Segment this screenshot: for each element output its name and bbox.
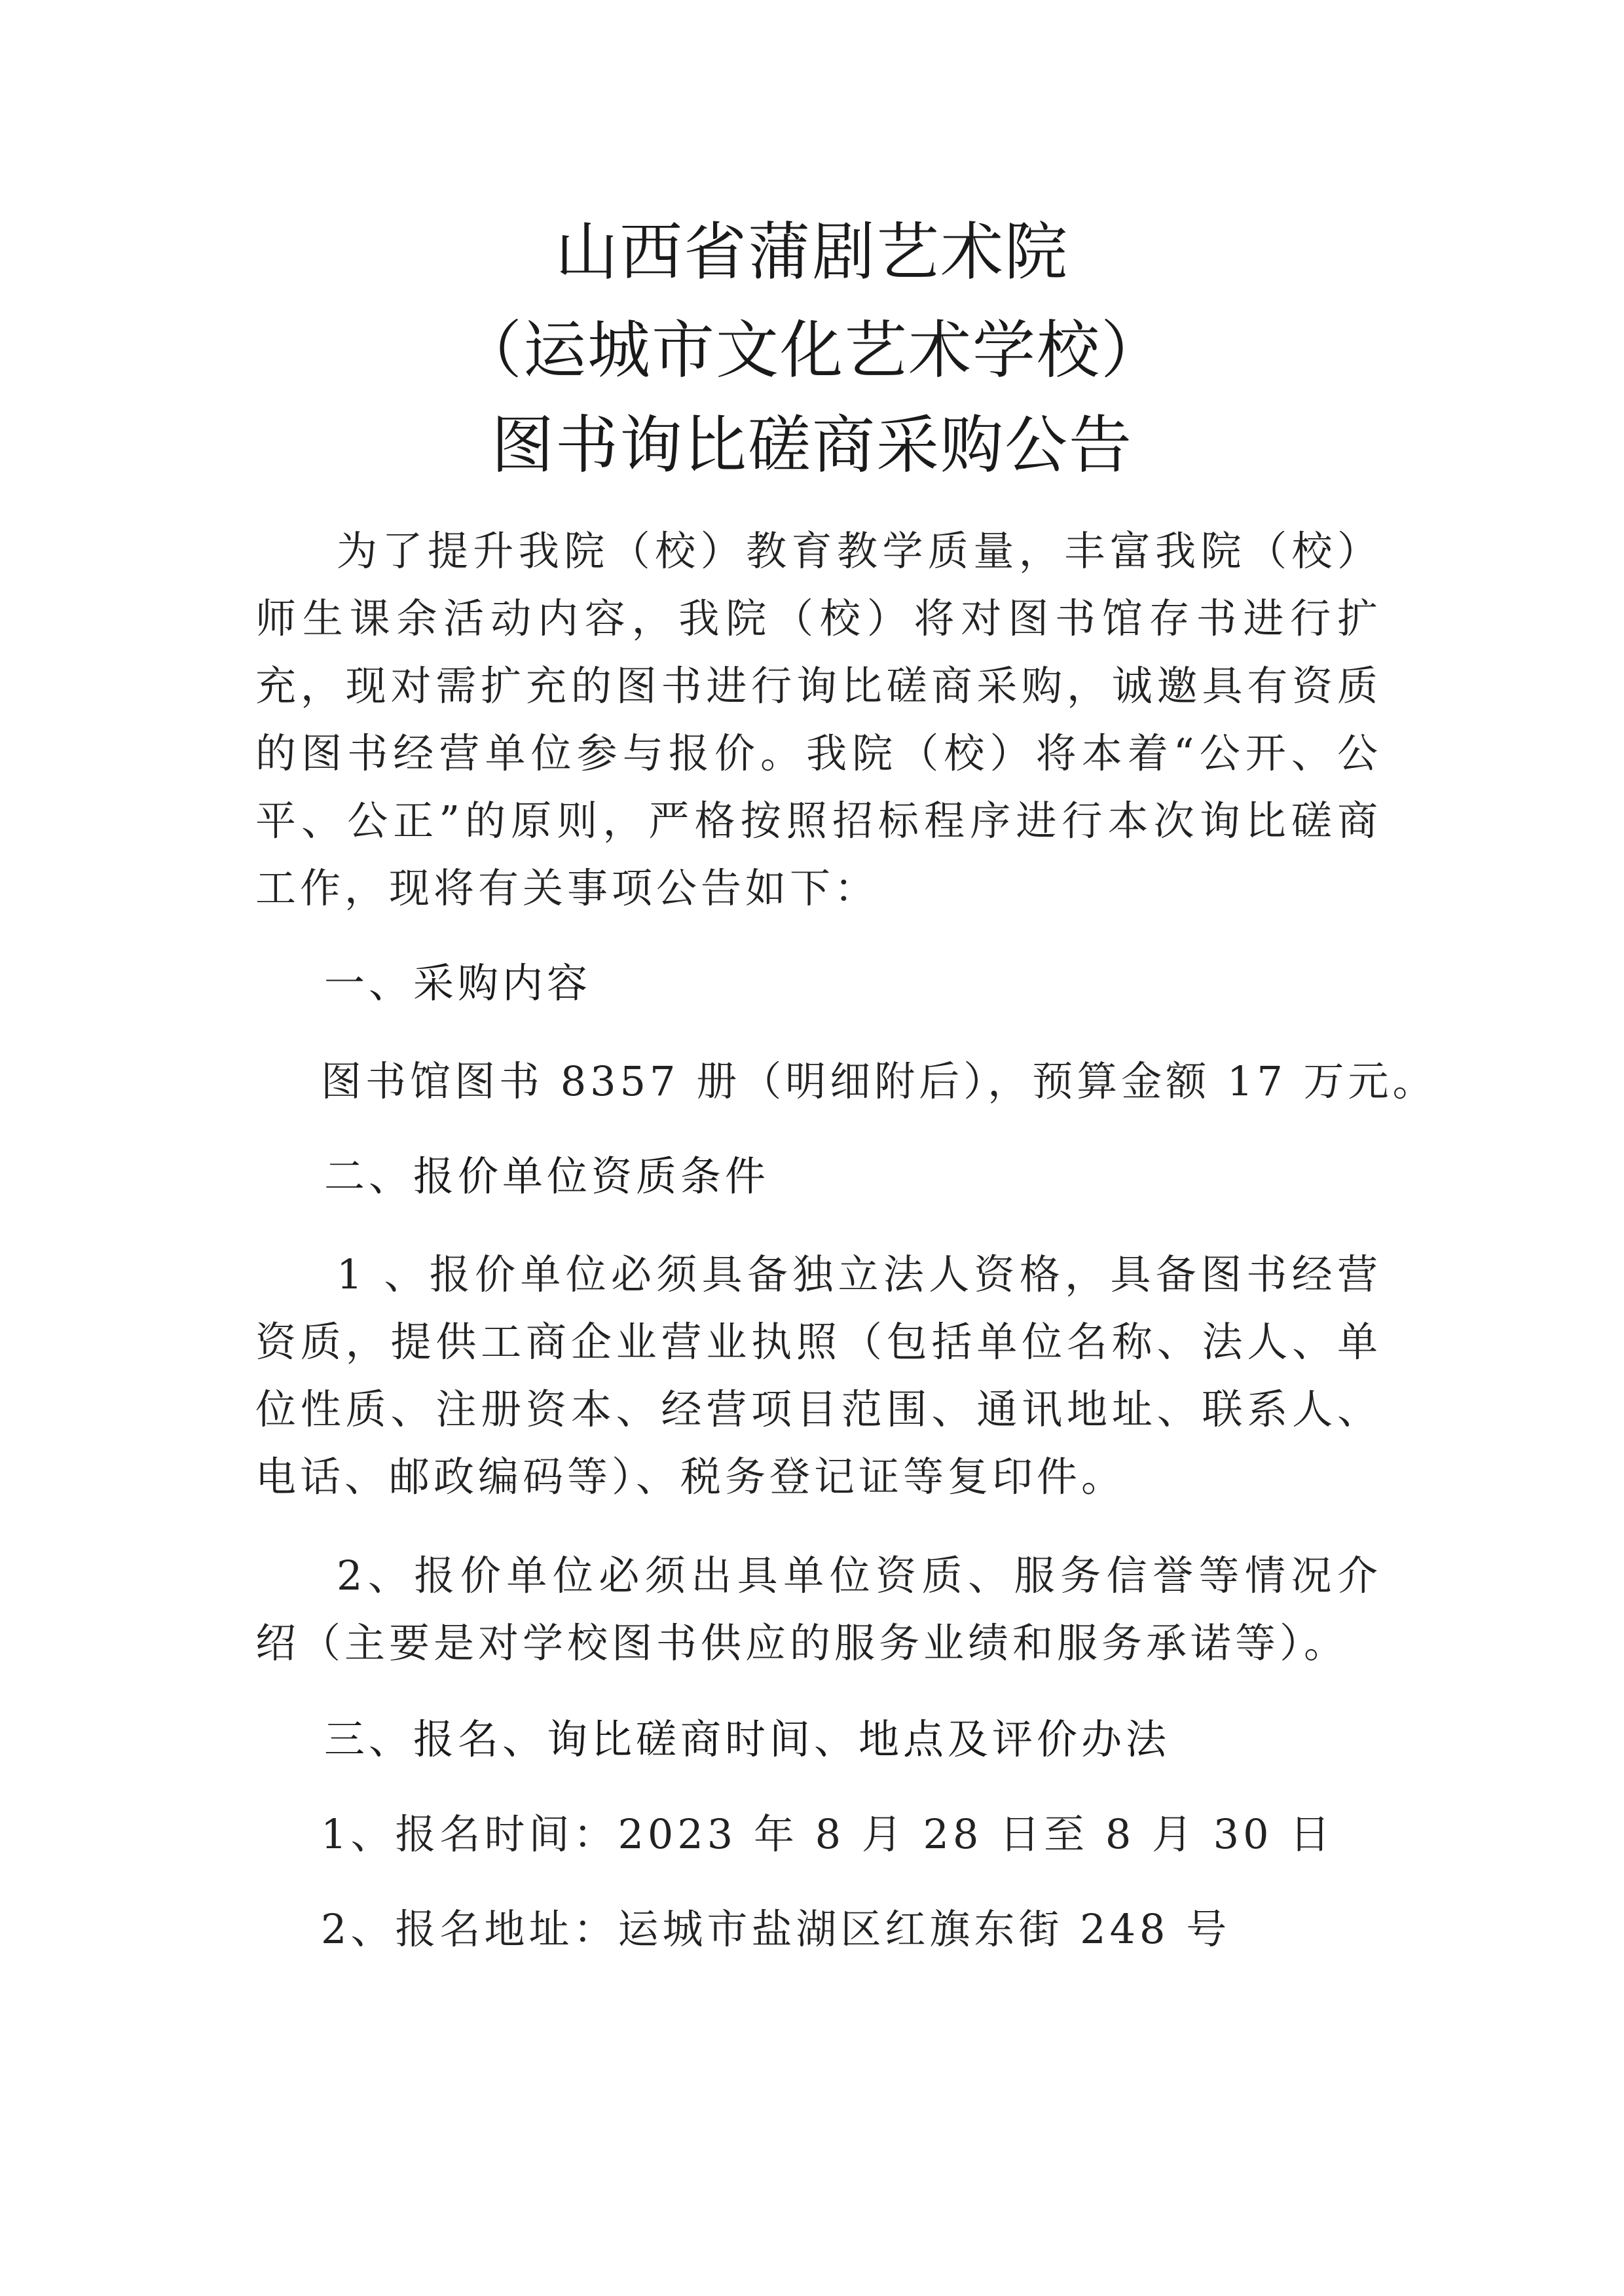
intro-paragraph: 为了提升我院（校）教育教学质量，丰富我院（校）师生课余活动内容，我院（校）将对图书馆存书进行扩充，现对需扩充的图书进行询比磋商采购，诚邀具有资质的图书经营单位参与报价。我院（校）将本着“公开、公平、公正”的原则，严格按照招标程序进行本次询比磋商工作，现将有关事项公告如下： [255, 527, 1382, 912]
section1-body: 图书馆图书 8357 册（明细附后），预算金额 17 万元。 [321, 1057, 1437, 1105]
section1-heading: 一、采购内容 [324, 959, 592, 1007]
title-text-1: 山西省蒲剧艺术院 [555, 215, 1069, 289]
section2-heading: 二、报价单位资质条件 [324, 1152, 770, 1200]
title-line-3 [0, 396, 1624, 494]
section3-item1: 1、报名时间：2023 年 8 月 28 日至 8 月 30 日 [321, 1810, 1335, 1858]
title-line-1 [0, 203, 1624, 301]
section3-item2: 2、报名地址：运城市盐湖区红旗东街 248 号 [321, 1905, 1231, 1953]
title-text-3: 图书询比磋商采购公告 [491, 409, 1133, 482]
title-text-2: （运城市文化艺术学校） [459, 314, 1165, 387]
section3-heading: 三、报名、询比磋商时间、地点及评价办法 [324, 1715, 1171, 1763]
section2-item1: 1 、报价单位必须具备独立法人资格，具备图书经营资质，提供工商企业营业执照（包括单位名称、法人、单位性质、注册资本、经营项目范围、通讯地址、联系人、电话、邮政编码等）、税务登记证等复印件。 [255, 1250, 1382, 1501]
title-line-2 [0, 301, 1624, 399]
section2-item2: 2、报价单位必须出具单位资质、服务信誉等情况介绍（主要是对学校图书供应的服务业绩和服务承诺等）。 [255, 1552, 1382, 1667]
